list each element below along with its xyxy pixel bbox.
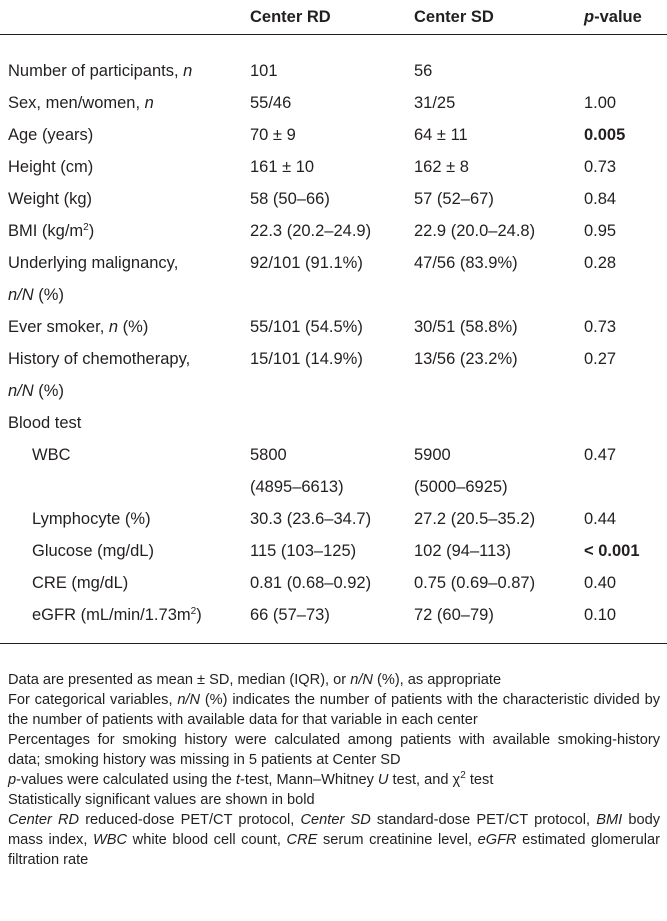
cell-center-rd: 115 (103–125) [250,542,357,560]
row-label: Lymphocyte (%) [32,510,151,528]
cell-p-value: 1.00 [584,94,617,112]
cell-center-sd: 162 ± 8 [414,158,469,176]
row-label: WBC [32,446,71,464]
table-row [0,151,667,183]
footnote-categorical: For categorical variables, n/N (%) indicates the number of patients with the characteristic divided by the number of patients with available data for that variable in each center [8,692,660,728]
cell-center-sd: 27.2 (20.5–35.2) [414,510,536,528]
cell-center-rd: 22.3 (20.2–24.9) [250,222,372,240]
table-row [0,35,667,88]
row-label: Blood test [8,414,82,432]
cell-center-rd: 15/101 (14.9%) [250,350,363,368]
footnote-abbreviations: Center RD reduced-dose PET/CT protocol, Center SD standard-dose PET/CT protocol, BMI body mass index, WBC white blood cell count, CRE serum creatinine level, eGFR estimated glomerular filtration rate [8,812,661,868]
table-row [0,343,667,407]
row-label: Ever smoker, n (%) [8,318,149,336]
table-row [0,215,667,247]
footnote-data-presentation: Data are presented as mean ± SD, median (IQR), or n/N (%), as appropriate [8,672,502,688]
cell-p-value: 0.84 [584,190,617,208]
table-row [0,567,667,599]
table-row [0,119,667,151]
cell-center-rd: 101 [250,62,278,80]
cell-center-sd [414,407,574,439]
cell-p-value [574,35,667,88]
cell-center-sd: 72 (60–79) [414,599,574,644]
cell-center-rd: 0.81 (0.68–0.92) [250,574,372,592]
footnote-significance: Statistically significant values are shown in bold [8,792,315,808]
table-row [0,183,667,215]
header-p-value: p-value [574,0,667,35]
cell-center-rd: 55/101 (54.5%) [250,318,363,336]
row-label: CRE (mg/dL) [32,574,129,592]
table-row [0,87,667,119]
header-center-rd: Center RD [250,0,414,35]
cell-p-value: 0.10 [574,599,667,644]
table-row [0,439,667,503]
row-label: BMI $(kg/m^2)$ [8,222,95,240]
cell-center-rd [250,407,414,439]
cell-center-sd: 57 (52–67) [414,190,494,208]
cell-p-value: 0.005 [584,126,626,144]
table-row [0,247,667,311]
cell-p-value: < 0.001 [584,542,640,560]
table-row [0,535,667,567]
footnote-smoking: Percentages for smoking history were calculated among patients with available smoking-history data; smoking history was missing in 5 patients at Center SD [8,732,660,768]
cell-center-sd: 64 ± 11 [414,126,468,144]
cell-p-value: 0.73 [584,158,617,176]
cell-center-sd: 13/56 (23.2%) [414,350,518,368]
cell-p-value: 0.27 [584,350,617,368]
table-header-row [0,0,667,35]
table-row [0,599,667,644]
cell-center-sd: 0.75 (0.69–0.87) [414,574,536,592]
cell-center-sd: 31/25 [414,94,456,112]
cell-p-value: 0.73 [584,318,617,336]
cell-center-sd: 30/51 (58.8%) [414,318,518,336]
row-label: Underlying malignancy, n/N (%) [8,254,179,304]
cell-center-rd: 5800 (4895–6613) [250,446,344,496]
row-label: Number of participants, n [8,62,193,80]
footnote-tests: p-values were calculated using the t-test, Mann–Whitney U test, and $\chi^2$ test [8,770,494,788]
cell-p-value: 0.40 [584,574,617,592]
row-label: Weight (kg) [8,190,93,208]
cell-center-rd: 58 (50–66) [250,190,330,208]
header-variable [0,0,250,35]
table-footnotes [8,670,660,870]
cell-center-rd: 70 ± 9 [250,126,296,144]
cell-center-sd: 56 [414,62,433,80]
row-label: eGFR $(mL/\min/1.73m^2)$ [0,599,250,644]
table-row [0,311,667,343]
cell-center-rd: 92/101 (91.1%) [250,254,363,272]
row-label: Glucose (mg/dL) [32,542,154,560]
cell-center-sd: 102 (94–113) [414,542,511,560]
cell-center-rd: 55/46 [250,94,292,112]
row-label: Sex, men/women, n [8,94,154,112]
cell-p-value: 0.28 [584,254,617,272]
cell-p-value: 0.44 [584,510,617,528]
header-center-sd: Center SD [414,0,574,35]
cell-center-rd: 161 ± 10 [250,158,315,176]
cell-p-value [574,407,667,439]
cell-center-sd: 47/56 (83.9%) [414,254,518,272]
cell-p-value: 0.47 [584,446,617,464]
cell-center-sd: 22.9 (20.0–24.8) [414,222,536,240]
table-row [0,503,667,535]
cell-center-rd: 66 (57–73) [250,599,414,644]
cell-center-rd: 30.3 (23.6–34.7) [250,510,372,528]
row-label: Height (cm) [8,158,94,176]
row-label: History of chemotherapy, n/N (%) [8,350,191,400]
table-row [0,407,667,439]
row-label: Age (years) [8,126,94,144]
cell-p-value: 0.95 [584,222,617,240]
cell-center-sd: 5900 (5000–6925) [414,446,508,496]
